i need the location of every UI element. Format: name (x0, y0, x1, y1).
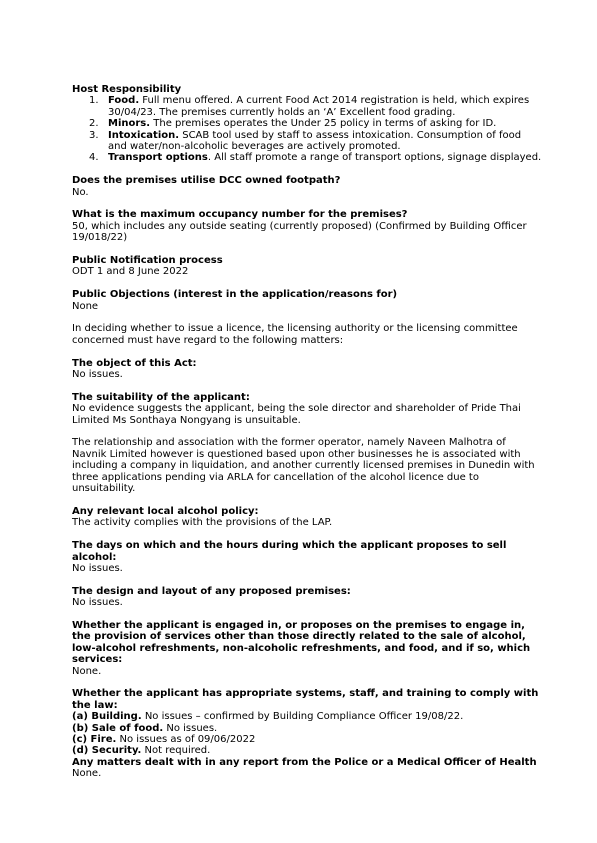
section-heading: The suitability of the applicant: (72, 391, 250, 403)
design-layout-section (72, 586, 542, 609)
section-text: ODT 1 and 8 June 2022 (72, 266, 189, 278)
systems-section (72, 688, 542, 756)
systems-item: (c) Fire. No issues as of 09/06/2022 (72, 733, 256, 745)
suitability-section (72, 392, 542, 426)
public-objections-section (72, 289, 542, 312)
section-heading: The days on which and the hours during which the applicant proposes to sell alcohol: (72, 540, 507, 563)
list-item: 2. Minors. The premises operates the Under 25 policy in terms of asking for ID. (89, 118, 497, 130)
section-text: No issues. (72, 562, 123, 574)
section-heading: Any matters dealt with in any report from the Police or a Medical Officer of Health (72, 756, 537, 768)
section-text: None (72, 300, 99, 312)
section-text: No issues. (72, 369, 123, 381)
section-heading: The design and layout of any proposed premises: (72, 585, 351, 597)
section-heading: Whether the applicant is engaged in, or proposes on the premises to engage in, the provision of services other than those directly related to the sale of alcohol, low-alcohol refreshments, non-alcoholic refreshments, and food, and if so, which services: (72, 619, 531, 666)
list-item: 4. Transport options. All staff promote a range of transport options, signage displayed. (89, 152, 542, 164)
intro-section (72, 323, 542, 346)
host-responsibility-section (72, 84, 542, 164)
days-hours-section (72, 540, 542, 574)
public-notification-section (72, 255, 542, 278)
object-of-act-section (72, 358, 542, 381)
section-heading: Public Objections (interest in the application/reasons for) (72, 289, 398, 301)
suitability-continued-section (72, 437, 542, 494)
local-policy-section (72, 506, 542, 529)
list-item: 3. Intoxication. SCAB tool used by staff to assess intoxication. Consumption of food and water/non-alcoholic beverages are actively promoted. (89, 129, 522, 153)
intro-text: In deciding whether to issue a licence, the licensing authority or the licensing committee concerned must have regard to the following matters: (72, 323, 518, 346)
other-services-section (72, 620, 542, 677)
systems-item: (d) Security. Not required. (72, 745, 211, 757)
section-text: The activity complies with the provisions of the LAP. (72, 517, 333, 529)
occupancy-section (72, 209, 542, 243)
list-item: 1. Food. Full menu offered. A current Food Act 2014 registration is held, which expires 30/04/23. The premises currently holds an ‘A’ Excellent food grading. (89, 95, 530, 118)
section-text: The relationship and association with the former operator, namely Naveen Malhotra of Navnik Limited however is questioned based upon other businesses he is associated with including a company in liquidation, and another currently licensed premises in Dunedin with three applications pending via ARLA for cancellation of the alcohol licence due to unsuitability. (72, 437, 535, 495)
section-heading: Does the premises utilise DCC owned footpath? (72, 175, 341, 187)
section-text: None. (72, 665, 102, 677)
section-heading: What is the maximum occupancy number for the premises? (72, 209, 408, 221)
section-text: 50, which includes any outside seating (currently proposed) (Confirmed by Building Officer 19/018/22) (72, 220, 527, 244)
section-heading: Any relevant local alcohol policy: (72, 505, 259, 517)
section-heading: Public Notification process (72, 255, 223, 267)
reports-section (72, 757, 542, 780)
section-text: No. (72, 186, 89, 198)
footpath-section (72, 175, 542, 198)
section-heading: Host Responsibility (72, 84, 182, 95)
section-text: No evidence suggests the applicant, being the sole director and shareholder of Pride Thai Limited Ms Sonthaya Nongyang is unsuitable. (72, 403, 521, 426)
document-body (72, 84, 542, 791)
host-responsibility-list (72, 95, 542, 163)
systems-item: (b) Sale of food. No issues. (72, 722, 218, 734)
section-heading: Whether the applicant has appropriate systems, staff, and training to comply with the law: (72, 688, 539, 711)
section-text: None. (72, 768, 102, 780)
systems-item: (a) Building. No issues – confirmed by Building Compliance Officer 19/08/22. (72, 711, 464, 723)
section-heading: The object of this Act: (72, 357, 197, 369)
section-text: No issues. (72, 597, 123, 609)
